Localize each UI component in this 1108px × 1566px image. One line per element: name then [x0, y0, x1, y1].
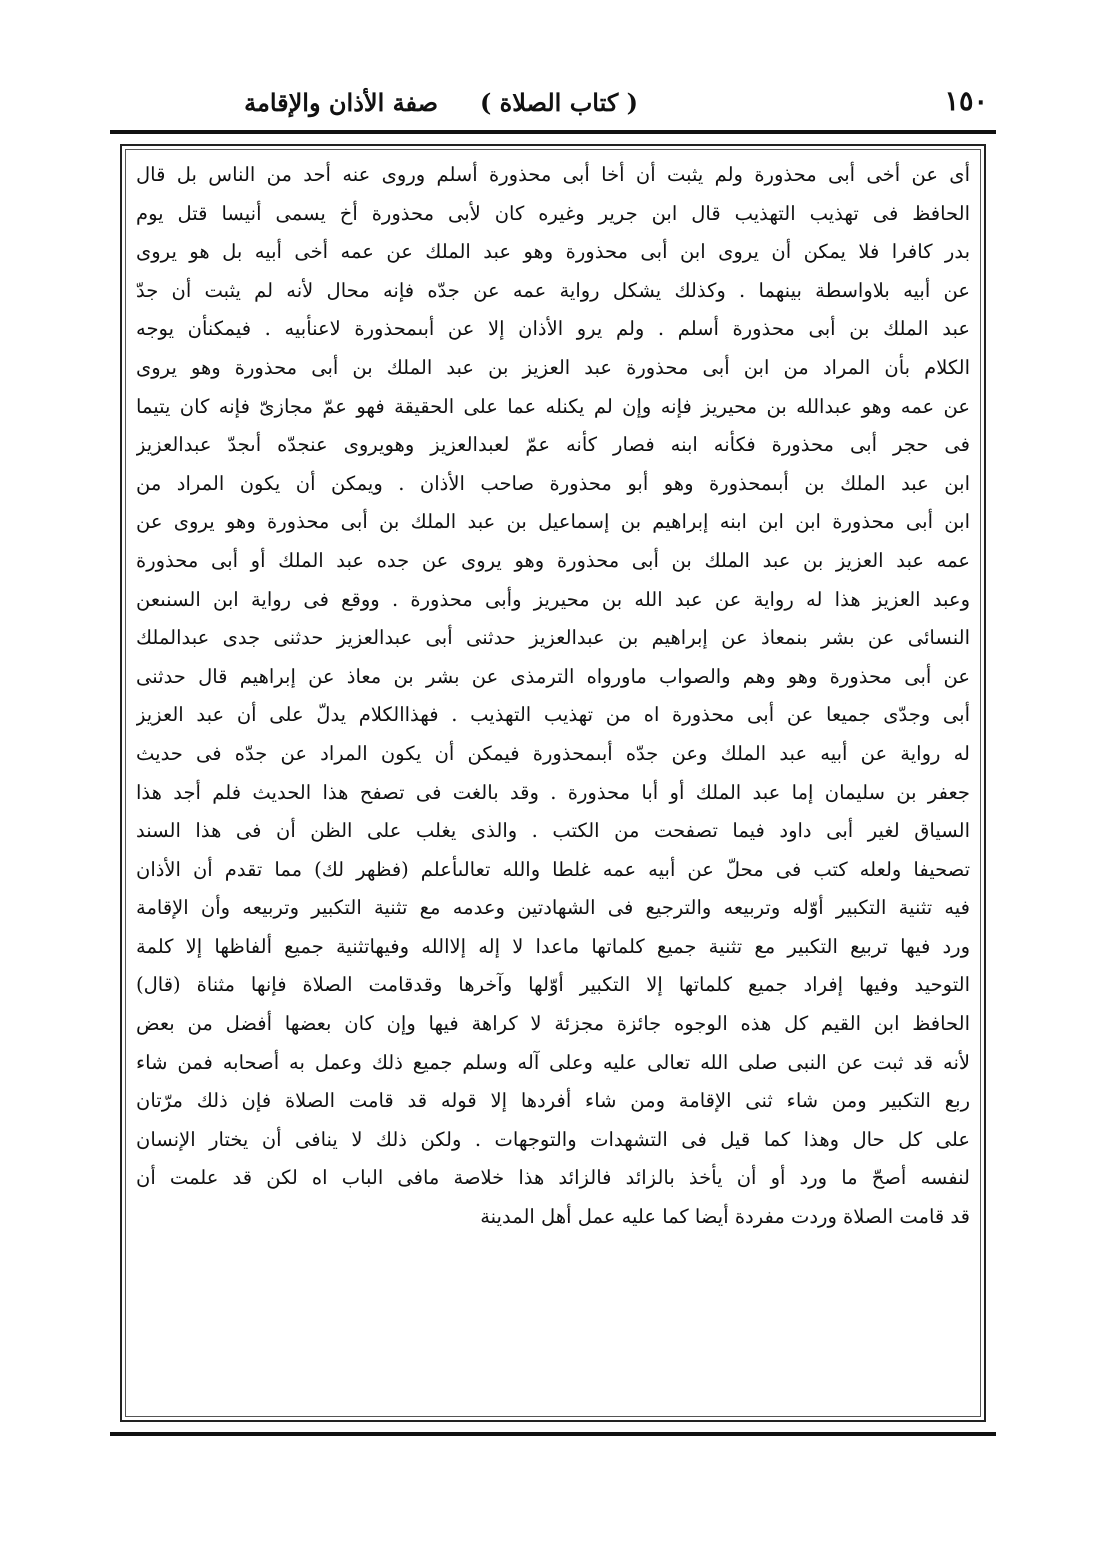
- text-line: فى حجر أبى محذورة فكأنه ابنه فصار كأنه عمّ لعبدالعزيز وهويروى عنجدّه أىجدّ عبدالعزيز: [136, 433, 970, 457]
- text-line: أبى وجدّى جميعا عن أبى محذورة اه من تهذيب التهذيب . فهذاالكلام يدلّ على أن عبد العزيز: [136, 703, 970, 727]
- text-line: التوحيد وفيها إفراد جميع كلماتها إلا التكبير أوّلها وآخرها وقدقامت الصلاة فإنها مثناة (قال): [136, 973, 970, 997]
- text-line: قد قامت الصلاة وردت مفردة أيضا كما عليه عمل أهل المدينة: [480, 1205, 970, 1229]
- running-header: [118, 84, 988, 124]
- text-line: فيه تثنية التكبير أوّله وتربيعه والترجيع فى الشهادتين وعدمه مع تثنية التكبير وتربيعه وأن الإقامة: [136, 896, 970, 920]
- text-line: على كل حال وهذا كما قيل فى التشهدات والتوجهات . ولكن ذلك لا ينافى أن يختار الإنسان: [136, 1127, 970, 1151]
- text-line: عن أبيه بلاواسطة بينهما . وكذلك يشكل رواية عمه عن جدّه فإنه محال لأنه لم يثبت أن جدّ: [136, 278, 970, 302]
- section-title: صفة الأذان والإقامة: [244, 88, 438, 117]
- text-line: عمه عبد العزيز بن عبد الملك بن أبى محذورة وهو يروى عن جده عبد الملك أو أبى محذورة: [136, 548, 970, 572]
- text-line: السياق لغير أبى داود فيما تصفحت من الكتب . والذى يغلب على الظن أن فى هذا السند: [136, 819, 970, 843]
- text-line: الكلام بأن المراد من ابن أبى محذورة عبد العزيز بن عبد الملك بن أبى محذورة وهو يروى: [136, 355, 970, 379]
- text-line: جعفر بن سليمان إما عبد الملك أو أبا محذورة . وقد بالغت فى تصفح هذا الحديث فلم أجد هذا: [136, 780, 970, 804]
- page-number: ١٥٠: [944, 86, 988, 117]
- body-text: [136, 156, 970, 1237]
- text-line: لنفسه أصحّ ما ورد أو أن يأخذ بالزائد فالزائد هذا خلاصة مافى الباب اه لكن قد علمت أن: [136, 1166, 970, 1190]
- text-line: النسائى عن بشر بنمعاذ عن إبراهيم بن عبدالعزيز حدثنى أبى عبدالعزيز حدثنى جدى عبدالملك: [136, 626, 970, 650]
- text-line: ورد فيها تربيع التكبير مع تثنية جميع كلماتها ماعدا لا إله إلاالله وفيهاتثنية جميع ألفاظها إلا كلمة: [136, 934, 970, 958]
- text-line: وعبد العزيز هذا له رواية عن عبد الله بن محيريز وأبى محذورة . ووقع فى رواية ابن السنىعن: [136, 587, 970, 611]
- book-title: ( كتاب الصلاة ): [479, 88, 638, 117]
- text-line: عبد الملك بن أبى محذورة أسلم . ولم يرو الأذان إلا عن أبىمحذورة لاعنأبيه . فيمكنأن يوجه: [136, 317, 970, 341]
- text-line: أى عن أخى أبى محذورة ولم يثبت أن أخا أبى محذورة أسلم وروى عنه أحد من الناس بل قال: [136, 163, 970, 186]
- text-line: عن أبى محذورة وهو وهم والصواب ماورواه الترمذى عن بشر بن معاذ عن إبراهيم قال حدثنى: [136, 664, 970, 688]
- text-line: ابن عبد الملك بن أبىمحذورة وهو أبو محذورة صاحب الأذان . ويمكن أن يكون المراد من: [136, 471, 970, 495]
- text-line: عن عمه وهو عبدالله بن محيريز فإنه وإن لم يكنله عما على الحقيقة فهو عمّ مجازىّ فإنه كان يتيما: [136, 394, 970, 418]
- text-line: الحافظ ابن القيم كل هذه الوجوه جائزة مجزئة لا كراهة فيها وإن كان بعضها أفضل من بعض: [136, 1012, 970, 1036]
- text-line: لأنه قد ثبت عن النبى صلى الله تعالى عليه وعلى آله وسلم جميع ذلك وعمل به أصحابه فمن شاء: [136, 1050, 970, 1074]
- text-line: ربع التكبير ومن شاء ثنى الإقامة ومن شاء أفردها إلا قوله قد قامت الصلاة فإن ذلك مرّتان: [136, 1089, 970, 1113]
- text-line: ابن أبى محذورة ابن ابن ابنه إبراهيم بن إسماعيل بن عبد الملك بن أبى محذورة وهو يروى عن: [136, 510, 970, 534]
- text-line: بدر كافرا فلا يمكن أن يروى ابن أبى محذورة وهو عبد الملك عن عمه أخى أبيه بل هو يروى: [136, 240, 970, 264]
- text-line: له رواية عن أبيه عبد الملك وعن جدّه أبىمحذورة فيمكن أن يكون المراد عن جدّه فى حديث: [136, 741, 970, 765]
- text-line: تصحيفا ولعله كتب فى محلّ عن أبيه عمه غلطا والله تعالىأعلم (فظهر لك) مما تقدم أن الأذان: [136, 857, 970, 881]
- text-line: الحافظ فى تهذيب التهذيب قال ابن جرير وغيره كان لأبى محذورة أخ يسمى أنيسا قتل يوم: [136, 201, 970, 225]
